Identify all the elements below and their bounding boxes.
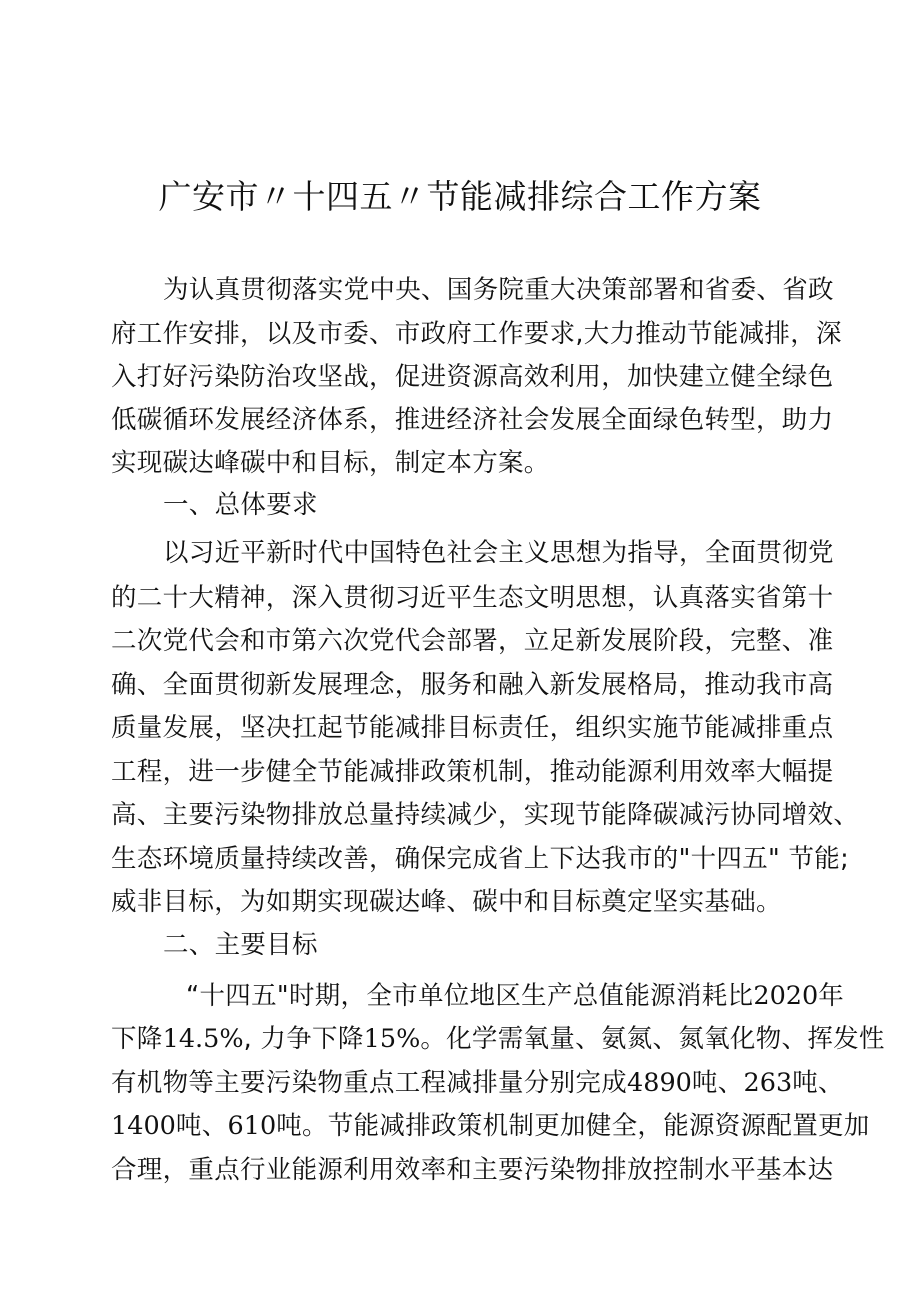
reduction-target-value: 14.5% [162,1024,244,1054]
section2-line-3 [111,1062,844,1104]
intro-line-5: 实现碳达峰碳中和目标，制定本方案。 [111,448,550,478]
section2-line-1-suffix: 年 [818,981,845,1011]
section2-line-3-unit-1: 吨、 [691,1068,744,1098]
intro-line-4: 低碳循环发展经济体系，推进经济社会发展全面绿色转型，助力 [111,405,834,435]
ammonia-reduction-value: 263 [743,1068,793,1098]
section-heading-2: 二、主要目标 [163,930,318,960]
section2-line-4-unit-1: 吨、 [175,1111,228,1141]
section2-line-1-text: “十四五"时期，全市单位地区生产总值能源消耗比 [186,981,754,1011]
section2-line-3-unit-2: 吨、 [792,1068,844,1098]
section1-line-1: 以习近平新时代中国特色社会主义思想为指导，全面贯彻党 [163,538,834,568]
section2-line-4 [111,1105,870,1147]
year-value: 2020 [753,981,819,1011]
section2-line-3-text-a: 有机物等主要污染物重点工程减排量分别完成 [111,1068,628,1098]
nox-reduction-value: 1400 [111,1111,176,1141]
section2-line-2-text-a: 下降 [111,1024,163,1054]
section2-line-4-text: 吨。节能减排政策机制更加健全，能源资源配置更加 [276,1111,870,1141]
section2-line-5: 合理，重点行业能源利用效率和主要污染物排放控制水平基本达 [111,1155,834,1185]
section-heading-1: 一、总体要求 [163,490,318,520]
intro-line-2: 府工作安排，以及市委、市政府工作要求,大力推动节能减排，深 [111,319,842,349]
section2-line-1 [186,975,844,1017]
intro-line-3: 入打好污染防治攻坚战，促进资源高效利用，加快建立健全绿色 [111,362,834,392]
section1-line-7: 高、主要污染物排放总量持续减少，实现节能降碳减污协同增效、 [111,800,860,830]
section1-line-6: 工程，进一步健全节能减排政策机制，推动能源利用效率大幅提 [111,757,834,787]
section2-line-2-text-e: 。化学需氧量、氨氮、氮氧化物、挥发性 [420,1024,885,1054]
section2-line-2-text-c: , 力争下降 [243,1024,364,1054]
section1-line-3: 二次党代会和市第六次党代会部署，立足新发展阶段，完整、准 [111,626,834,656]
document-title: 广安市〃十四五〃节能减排综合工作方案 [158,177,762,216]
cod-reduction-value: 4890 [627,1068,692,1098]
section1-line-5: 质量发展，坚决扛起节能减排目标责任，组织实施节能减排重点 [111,713,834,743]
stretch-target-value: 15% [363,1024,421,1054]
section1-line-9: 威非目标，为如期实现碳达峰、碳中和目标奠定坚实基础。 [111,887,782,917]
section1-line-2: 的二十大精神，深入贯彻习近平生态文明思想，认真落实省第十 [111,583,834,613]
voc-reduction-value: 610 [227,1111,277,1141]
section2-line-2 [111,1018,885,1060]
intro-line-1: 为认真贯彻落实党中央、国务院重大决策部署和省委、省政 [163,275,834,305]
section1-line-4: 确、全面贯彻新发展理念，服务和融入新发展格局，推动我市高 [111,670,834,700]
section1-line-8: 生态环境质量持续改善，确保完成省上下达我市的"十四五" 节能; [111,844,849,874]
